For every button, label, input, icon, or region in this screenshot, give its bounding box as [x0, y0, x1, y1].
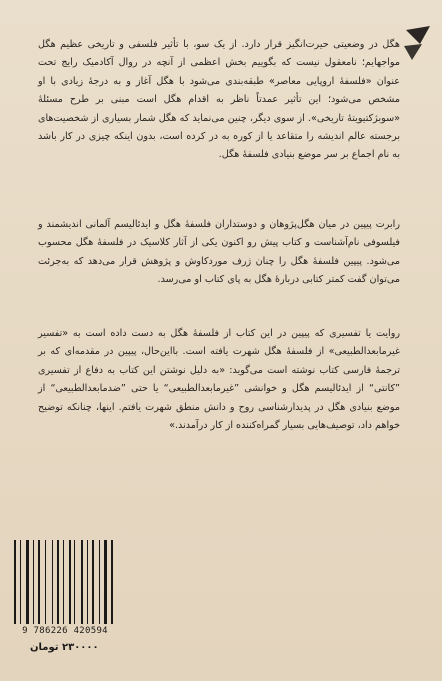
barcode-bar — [74, 540, 75, 624]
barcode-bar — [89, 540, 90, 624]
barcode-bar — [45, 540, 46, 624]
isbn-digits: 9 786226 420594 — [22, 626, 108, 636]
barcode-bar — [14, 540, 16, 624]
price-label: ۲۳۰۰۰۰ تومان — [30, 642, 99, 653]
barcode-bar — [76, 540, 79, 624]
barcode-bar — [20, 540, 21, 624]
barcode-bar — [87, 540, 88, 624]
barcode-bar — [111, 540, 113, 624]
blurb-paragraph-3 — [38, 325, 400, 435]
barcode-bar — [92, 540, 94, 624]
barcode-bar — [52, 540, 53, 624]
barcode-bar — [99, 540, 100, 624]
barcode-bar — [101, 540, 102, 624]
barcode-bar — [108, 540, 109, 624]
blurb-text-3: روایت یا تفسیری که پیپین در این کتاب از فلسفهٔ هگل به دست داده است به «تفسیر غیرمابعدالطبیعی» از فلسفهٔ هگل شهرت یافته است. بااین‌حال، پیپین در مقدمه‌ای که بر ترجمهٔ فارسی کتاب نوشته است می‌گوید: «به دلیل نوشتن این کتاب به دفاع از تفسیری ”کانتی“ از ایدئالیسم هگل و خوانشی ”غیرمابعدالطبیعی“ یا حتی ”ضدمابعدالطبیعی“ از موضع بنیادی هگل در پدیدارشناسی روح و دانش منطق شهرت یافتم. اینها، چنانکه توضیح خواهم داد، توصیف‌هایی بسیار گمراه‌کننده از کار درآمدند.» — [38, 328, 400, 432]
barcode-bar — [38, 540, 40, 624]
barcode-bar — [104, 540, 107, 624]
blurb-text-1: هگل در وضعیتی حیرت‌انگیز قرار دارد. از یک سو، با تأثیر فلسفی و تاریخی عظیم هگل مواجهایم؛ نامعقول نیست که بگوییم بخش اعظمی از آنچه در روال آکادمیک رایج تحت عنوان «فلسفهٔ اروپایی معاصر» طبقه‌بندی می‌شود با هگل آغاز و به درجهٔ زیادی با او مشخص می‌شود؛ این تأثیر عمدتاً ناظر به اقدام هگل است مبنی بر طرح مسئلهٔ «سوبژکتیویتهٔ تاریخی». از سوی دیگر، چنین می‌نماید که هگل شمار بسیاری از شخصیت‌های برجسته عالم اندیشه را متقاعد یا از کوره به در کرده است، بدون اینکه چیزی در کار باشد به نام اجماع بر سر موضع بنیادی فلسفهٔ هگل. — [38, 39, 400, 161]
blurb-paragraph-2 — [38, 216, 400, 290]
isbn-barcode — [8, 540, 122, 664]
barcode-bar — [60, 540, 61, 624]
barcode-bar — [30, 540, 31, 624]
publisher-logo-icon — [402, 24, 432, 62]
barcode-bar — [69, 540, 71, 624]
barcode-bar — [95, 540, 97, 624]
barcode-bar — [81, 540, 83, 624]
barcode-bar — [72, 540, 73, 624]
barcode-bars — [14, 540, 114, 624]
barcode-bar — [84, 540, 85, 624]
barcode-bar — [26, 540, 29, 624]
barcode-bar — [22, 540, 24, 624]
barcode-bar — [47, 540, 50, 624]
barcode-bar — [57, 540, 59, 624]
blurb-text-2: رابرت پیپین در میان هگل‌پژوهان و دوستداران فلسفهٔ هگل و ایدئالیسم آلمانی اندیشمند و فیلسوفی نام‌آشناست و کتاب پیش رو اکنون یکی از آثار کلاسیک در فلسفهٔ هگل محسوب می‌شود. پیپین فلسفهٔ هگل را چنان ژرف موردکاوش و پژوهش قرار می‌دهد که به‌جرئت می‌توان گفت کمتر کتابی دربارهٔ هگل به پای کتاب او می‌رسد. — [38, 219, 400, 286]
barcode-bar — [63, 540, 64, 624]
barcode-bar — [35, 540, 36, 624]
barcode-bar — [41, 540, 43, 624]
barcode-bar — [33, 540, 34, 624]
barcode-bar — [65, 540, 67, 624]
blurb-paragraph-1 — [38, 36, 400, 165]
barcode-bar — [54, 540, 55, 624]
barcode-bar — [17, 540, 18, 624]
